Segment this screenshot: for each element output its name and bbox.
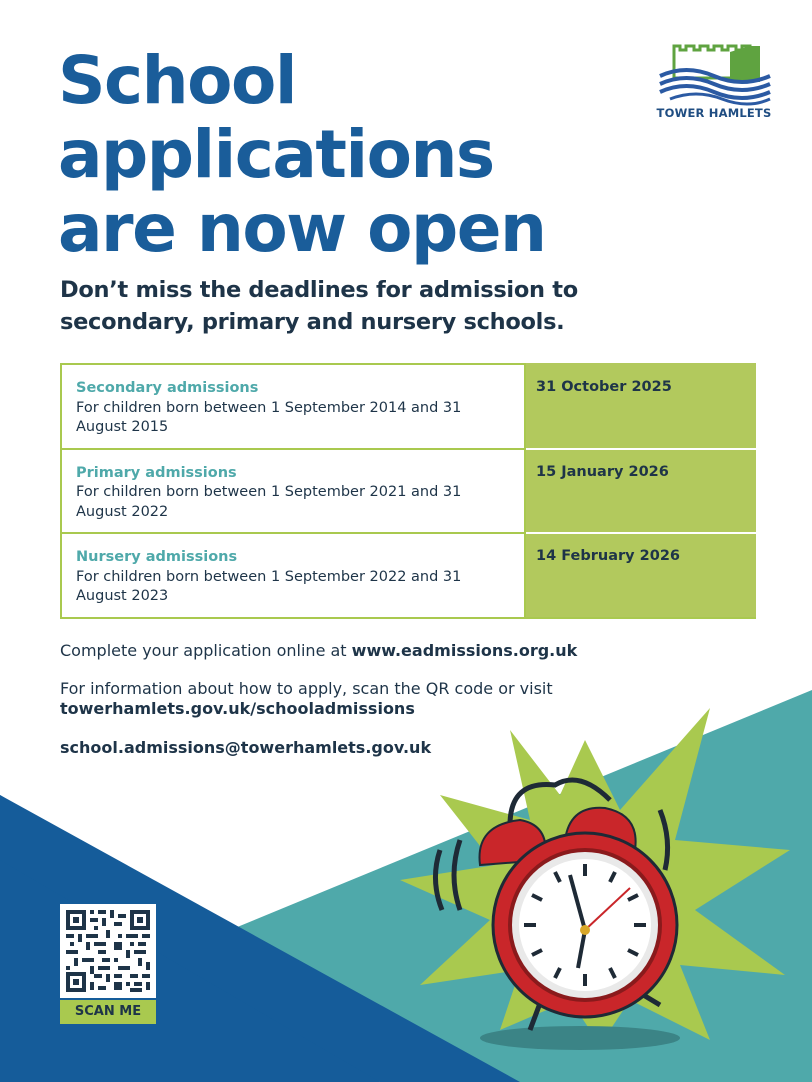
school-admissions-link[interactable]: towerhamlets.gov.uk/schooladmissions <box>60 699 415 718</box>
title-line-3: are now open <box>58 190 546 267</box>
clock-center <box>580 925 590 935</box>
table-row <box>61 449 755 534</box>
online-application-text <box>60 641 577 661</box>
qr-code-block[interactable] <box>60 904 156 1024</box>
admission-title: Secondary admissions <box>76 380 259 396</box>
online-prefix: Complete your application online at <box>60 641 352 660</box>
qr-code-icon <box>66 910 150 992</box>
eadmissions-link[interactable]: www.eadmissions.org.uk <box>351 641 578 660</box>
qr-code[interactable] <box>60 904 156 998</box>
admission-deadline: 31 October 2025 <box>525 364 755 449</box>
email-link[interactable]: school.admissions@towerhamlets.gov.uk <box>60 738 432 757</box>
clock-shadow <box>480 1026 680 1050</box>
table-row <box>61 364 755 449</box>
admission-deadline: 14 February 2026 <box>525 533 755 618</box>
subheading: Don’t miss the deadlines for admission to secondary, primary and nursery schools. <box>60 277 578 335</box>
scan-me-label: SCAN ME <box>60 1000 156 1024</box>
admission-desc: For children born between 1 September 2014 and 31 August 2015 <box>76 399 462 435</box>
admission-desc: For children born between 1 September 2022 and 31 August 2023 <box>76 568 462 604</box>
page-title <box>58 44 545 266</box>
alarm-clock-illustration <box>380 700 800 1060</box>
qr-prefix: For information about how to apply, scan the QR code or visit <box>60 679 553 698</box>
admission-desc-cell <box>61 364 525 449</box>
title-line-1: School <box>58 42 296 119</box>
admission-desc: For children born between 1 September 2021 and 31 August 2022 <box>76 484 462 520</box>
admission-deadline: 15 January 2026 <box>525 449 755 534</box>
title-line-2: applications <box>58 116 494 193</box>
admission-desc-cell <box>61 449 525 534</box>
table-row <box>61 533 755 618</box>
deadlines-table <box>60 363 756 619</box>
admission-title: Nursery admissions <box>76 549 238 565</box>
admission-title: Primary admissions <box>76 464 237 481</box>
logo-text: TOWER HAMLETS <box>656 106 772 120</box>
admission-desc-cell <box>61 533 525 618</box>
castle-tower-icon <box>730 46 760 82</box>
